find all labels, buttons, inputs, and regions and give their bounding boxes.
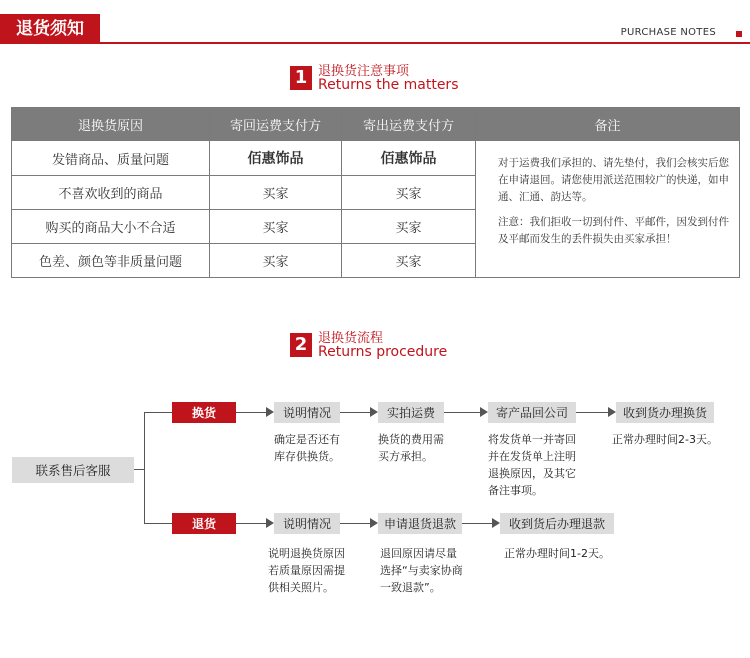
exchange-step-title: 实拍运费 [378,402,444,423]
exchange-step-title: 寄产品回公司 [488,402,576,423]
arrow-line [340,523,370,524]
section2-title-cn: 退换货流程 [318,331,384,346]
table-cell-return-payer: 买家 [209,175,342,210]
section1-title-cn: 退换货注意事项 [318,64,410,79]
header-divider [0,42,750,44]
contact-service-box: 联系售后客服 [12,457,134,483]
connector-line [144,412,145,524]
table-cell-return-payer: 买家 [209,243,342,278]
refund-step-title: 说明情况 [274,513,340,534]
arrow-right-icon [266,407,274,417]
refund-label: 退货 [172,513,236,534]
exchange-step-desc: 将发货单一并寄回并在发货单上注明退换原因，及其它备注事项。 [488,433,576,497]
arrow-line [236,412,266,413]
arrow-line [576,412,608,413]
arrow-right-icon [370,407,378,417]
arrow-line [236,523,266,524]
table-header-return-payer: 寄回运费支付方 [209,107,342,141]
arrow-right-icon [266,518,274,528]
table-header-reason: 退换货原因 [11,107,210,141]
refund-step-title: 收到货后办理退款 [500,513,614,534]
header-square-icon [736,31,742,37]
exchange-step-desc: 换货的费用需买方承担。 [378,433,444,463]
connector-line [134,469,144,470]
page-title: 退货须知 [0,14,100,44]
arrow-line [444,412,480,413]
table-cell-send-payer: 佰惠饰品 [341,140,476,176]
refund-step-desc: 正常办理时间1-2天。 [504,547,610,560]
notes-warning: 注意：我们拒收一切到付件、平邮件，因发到付件及平邮而发生的丢件损失由买家承担！ [498,216,729,245]
connector-line [144,523,172,524]
table-cell-send-payer: 买家 [341,209,476,244]
table-notes-cell [475,140,740,278]
arrow-right-icon [480,407,488,417]
table-cell-reason: 发错商品、质量问题 [11,140,210,176]
refund-step-desc: 说明退换货原因若质量原因需提供相关照片。 [268,547,345,594]
table-cell-reason: 不喜欢收到的商品 [11,175,210,210]
notes-paragraph: 对于运费我们承担的、请先垫付，我们会核实后您在申请退回。请您使用派送范围较广的快递，如申通、汇通、韵达等。 [498,157,729,203]
table-cell-send-payer: 买家 [341,243,476,278]
table-header-send-payer: 寄出运费支付方 [341,107,476,141]
returns-table [11,107,740,278]
table-cell-reason: 购买的商品大小不合适 [11,209,210,244]
arrow-line [340,412,370,413]
table-cell-return-payer: 佰惠饰品 [209,140,342,176]
table-cell-send-payer: 买家 [341,175,476,210]
table-cell-return-payer: 买家 [209,209,342,244]
exchange-step-desc: 正常办理时间2-3天。 [612,433,718,446]
exchange-step-desc: 确定是否还有库存供换货。 [274,433,340,463]
arrow-right-icon [370,518,378,528]
connector-line [144,412,172,413]
purchase-notes-label: PURCHASE NOTES [620,27,716,38]
section2-number: 2 [290,333,312,357]
section1-title-en: Returns the matters [318,77,459,93]
arrow-line [462,523,492,524]
refund-step-title: 申请退货退款 [378,513,462,534]
arrow-right-icon [492,518,500,528]
table-cell-reason: 色差、颜色等非质量问题 [11,243,210,278]
table-header-notes: 备注 [475,107,740,141]
refund-step-desc: 退回原因请尽量选择“与卖家协商一致退款”。 [380,547,463,594]
section1-number: 1 [290,66,312,90]
exchange-step-title: 收到货办理换货 [616,402,714,423]
exchange-label: 换货 [172,402,236,423]
exchange-step-title: 说明情况 [274,402,340,423]
arrow-right-icon [608,407,616,417]
section2-title-en: Returns procedure [318,344,448,360]
